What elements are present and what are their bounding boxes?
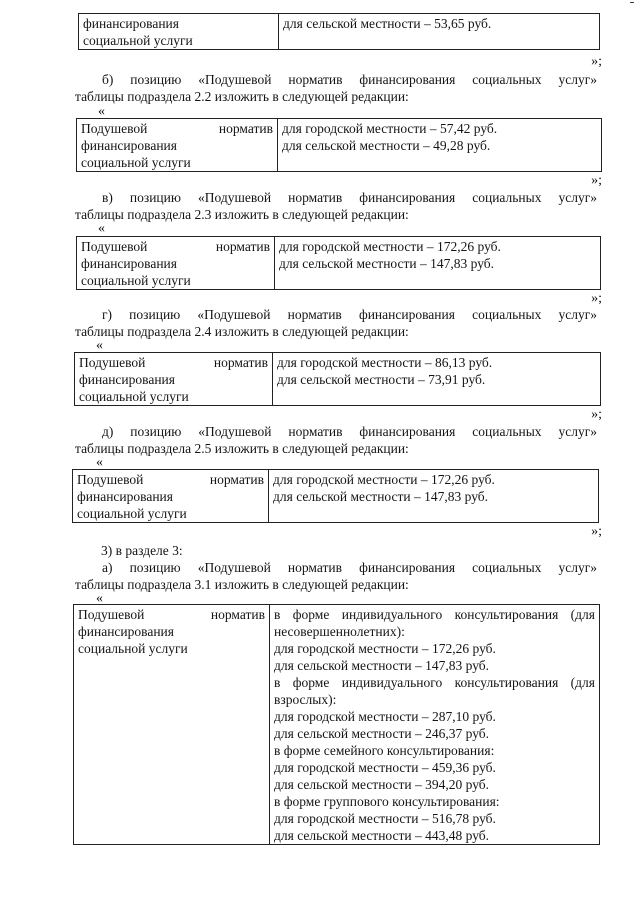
value-line: для сельской местности – 246,37 руб.: [274, 726, 490, 741]
value-cell: [269, 470, 599, 523]
value-line: для городской местности – 172,26 руб.: [273, 472, 495, 487]
label-line: финансирования: [78, 624, 174, 639]
label-line: финансирования: [77, 489, 173, 504]
label-word: норматив: [210, 607, 265, 622]
label-cell: [79, 14, 279, 50]
paragraph-line: таблицы подраздела 2.2 изложить в следующей редакции:: [75, 89, 409, 104]
value-line: для городской местности – 287,10 руб.: [274, 709, 496, 724]
open-quote: «: [96, 591, 103, 606]
paragraph-line: б) позицию «Подушевой норматив финансирования социальных услуг»: [102, 72, 597, 87]
table-2-4: [74, 352, 601, 406]
paragraph-line: таблицы подраздела 2.5 изложить в следующей редакции:: [75, 441, 409, 456]
table-top-partial: [78, 13, 600, 50]
label-line: социальной услуги: [81, 273, 191, 288]
paragraph-line: в) позицию «Подушевой норматив финансирования социальных услуг»: [102, 190, 597, 205]
paragraph-d: [75, 423, 597, 457]
label-line: социальной услуги: [83, 33, 193, 48]
open-quote: «: [98, 104, 105, 119]
value-line: для сельской местности – 73,91 руб.: [277, 372, 486, 387]
scan-mark: [630, 2, 634, 3]
label-word: норматив: [215, 239, 270, 254]
paragraph-g: [75, 306, 597, 340]
value-line: для городской местности – 516,78 руб.: [274, 811, 496, 826]
label-word: Подушевой: [78, 607, 145, 622]
table-2-2: [76, 118, 602, 172]
value-line: в форме индивидуального консультирования (для: [274, 607, 595, 622]
label-line: социальной услуги: [81, 155, 191, 170]
table-2-5: [72, 469, 599, 523]
value-line: в форме семейного консультирования:: [274, 743, 495, 758]
label-line: социальной услуги: [78, 641, 188, 656]
paragraph-v: [75, 189, 597, 223]
value-line: для сельской местности – 394,20 руб.: [274, 777, 490, 792]
value-line: для сельской местности – 147,83 руб.: [279, 256, 495, 271]
label-word: норматив: [209, 472, 264, 487]
value-line: для городской местности – 172,26 руб.: [279, 239, 501, 254]
label-word: Подушевой: [79, 355, 146, 370]
value-line: для сельской местности – 49,28 руб.: [282, 138, 491, 153]
section-3-heading: 3) в разделе 3:: [101, 543, 183, 558]
paragraph-line: таблицы подраздела 2.3 изложить в следующей редакции:: [75, 207, 409, 222]
value-line: в форме индивидуального консультирования (для: [274, 675, 595, 690]
paragraph-b: [75, 71, 597, 105]
close-quote: »;: [591, 54, 602, 69]
value-line: для сельской местности – 147,83 руб.: [273, 489, 489, 504]
close-quote: »;: [591, 524, 602, 539]
open-quote: «: [96, 455, 103, 470]
open-quote: «: [98, 221, 105, 236]
paragraph-line: таблицы подраздела 3.1 изложить в следующей редакции:: [75, 577, 409, 592]
value-line: для городской местности – 86,13 руб.: [277, 355, 493, 370]
label-cell: [77, 237, 275, 290]
value-cell: [278, 119, 602, 172]
label-cell: [75, 353, 273, 406]
table-3-1: [73, 604, 600, 845]
value-line: для городской местности – 172,26 руб.: [274, 641, 496, 656]
value-line: несовершеннолетних):: [274, 624, 405, 639]
value-cell: [279, 14, 600, 50]
value-line: для сельской местности – 147,83 руб.: [274, 658, 490, 673]
paragraph-line: д) позицию «Подушевой норматив финансирования социальных услуг»: [102, 424, 597, 439]
label-word: Подушевой: [81, 121, 148, 136]
value-line: для сельской местности – 443,48 руб.: [274, 828, 490, 843]
value-cell: [275, 237, 601, 290]
label-line: финансирования: [81, 138, 177, 153]
close-quote: »;: [591, 173, 602, 188]
table-2-3: [76, 236, 601, 290]
label-word: Подушевой: [77, 472, 144, 487]
paragraph-line: а) позицию «Подушевой норматив финансирования социальных услуг»: [102, 560, 597, 575]
label-cell: [74, 605, 270, 845]
label-line: финансирования: [83, 16, 179, 31]
close-quote: »;: [591, 291, 602, 306]
value-cell: [273, 353, 601, 406]
value-line: для городской местности – 459,36 руб.: [274, 760, 496, 775]
close-quote: »;: [591, 407, 602, 422]
label-cell: [73, 470, 269, 523]
label-line: социальной услуги: [79, 389, 189, 404]
label-word: норматив: [218, 121, 273, 136]
value-cell: [270, 605, 600, 845]
label-word: норматив: [213, 355, 268, 370]
label-line: социальной услуги: [77, 506, 187, 521]
label-cell: [77, 119, 278, 172]
value-line: взрослых):: [274, 692, 337, 707]
open-quote: «: [96, 338, 103, 353]
value-line: для сельской местности – 53,65 руб.: [283, 16, 492, 31]
value-line: в форме группового консультирования:: [274, 794, 500, 809]
label-line: финансирования: [81, 256, 177, 271]
paragraph-a3: [75, 559, 597, 593]
label-word: Подушевой: [81, 239, 148, 254]
value-line: для городской местности – 57,42 руб.: [282, 121, 498, 136]
paragraph-line: таблицы подраздела 2.4 изложить в следующей редакции:: [75, 324, 409, 339]
label-line: финансирования: [79, 372, 175, 387]
paragraph-line: г) позицию «Подушевой норматив финансирования социальных услуг»: [102, 307, 597, 322]
